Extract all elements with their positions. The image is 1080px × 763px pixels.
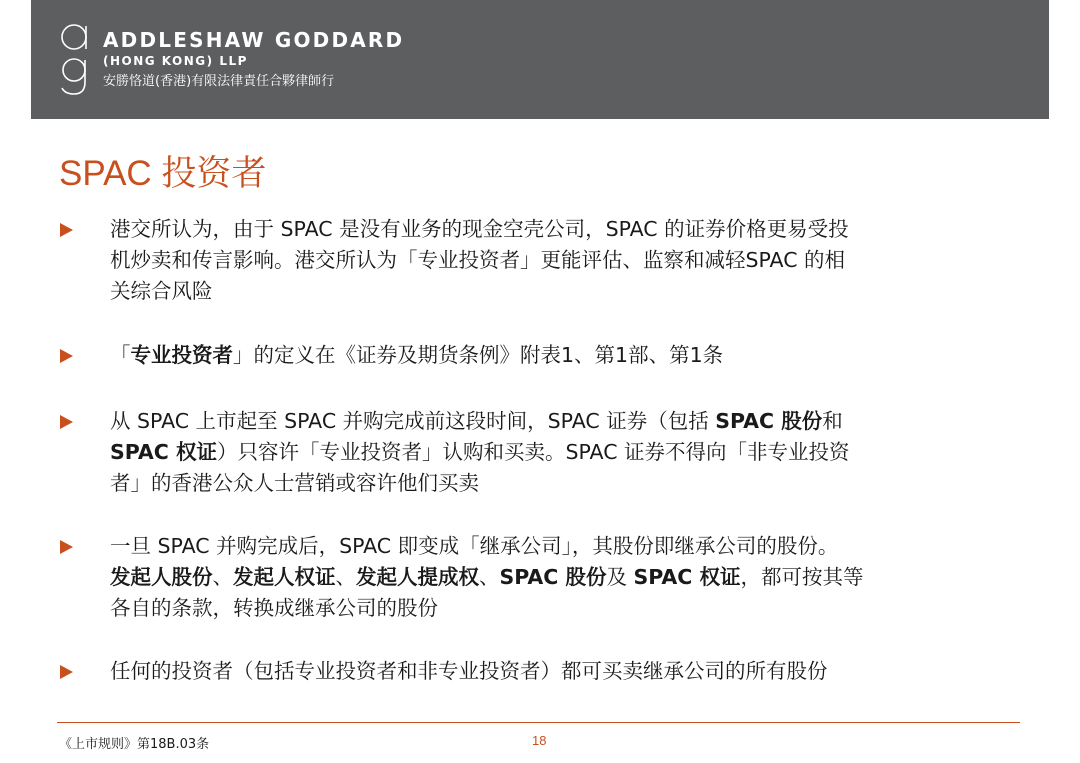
bold-term: 发起人提成权 (356, 565, 479, 589)
bold-term: 专业投资者 (130, 343, 233, 367)
text-span: 、 (479, 565, 500, 589)
bullet-text (110, 340, 1040, 371)
header-bar (31, 0, 1049, 119)
text-span: ）只容许「专业投资者」认购和买卖。SPAC 证券不得向「非专业投资 (216, 440, 850, 464)
bold-term: 发起人股份 (110, 565, 213, 589)
bold-term: 发起人权证 (233, 565, 336, 589)
brand-subtitle: (HONG KONG) LLP (103, 54, 248, 68)
bullet-arrow-icon (60, 349, 73, 363)
ag-monogram-icon (57, 22, 93, 98)
bullet-arrow-icon (60, 540, 73, 554)
bullet-arrow-icon (60, 665, 73, 679)
bullet-text (110, 406, 1040, 499)
bullet-line: 者」的香港公众人士营销或容许他们买卖 (110, 471, 479, 495)
bullet-line: 机炒卖和传言影响。港交所认为「专业投资者」更能评估、监察和减轻SPAC 的相 (110, 248, 846, 272)
bullet-line: 各自的条款，转换成继承公司的股份 (110, 596, 438, 620)
footer-divider (57, 722, 1020, 723)
brand-chinese-name: 安勝恪道(香港)有限法律責任合夥律師行 (103, 74, 335, 89)
bullet-line (110, 562, 1040, 593)
bullet-arrow-icon (60, 415, 73, 429)
text-span: 从 SPAC 上市起至 SPAC 并购完成前这段时间，SPAC 证券（包括 (110, 409, 716, 433)
bullet-line: 任何的投资者（包括专业投资者和非专业投资者）都可买卖继承公司的所有股份 (110, 659, 828, 683)
bullet-text (110, 531, 1040, 624)
bullet-line: 一旦 SPAC 并购完成后，SPAC 即变成「继承公司」，其股份即继承公司的股份。 (110, 534, 839, 558)
text-span: 、 (212, 565, 233, 589)
text-span: ，都可按其等 (740, 565, 864, 589)
slide-title: SPAC 投资者 (59, 154, 267, 193)
bullet-line (110, 406, 1040, 437)
bullet-text (110, 214, 1040, 307)
bullet-line (110, 437, 1040, 468)
bullet-line: 港交所认为，由于 SPAC 是没有业务的现金空壳公司，SPAC 的证券价格更易受投 (110, 217, 849, 241)
bold-term: SPAC 股份 (499, 565, 607, 589)
text-span: 、 (335, 565, 356, 589)
page-number: 18 (532, 733, 547, 748)
bracket-open: 「 (110, 343, 131, 367)
footer-reference: 《上市规则》第18B.03条 (59, 737, 210, 752)
bold-term: SPAC 权证 (633, 565, 741, 589)
text-span: 和 (822, 409, 843, 433)
brand-name: ADDLESHAW GODDARD (103, 28, 405, 52)
bullet-line: 关综合风险 (110, 279, 213, 303)
bold-term: SPAC 股份 (715, 409, 823, 433)
bullet-arrow-icon (60, 223, 73, 237)
bullet-text-rest: 」的定义在《证券及期货条例》附表1、第1部、第1条 (233, 343, 724, 367)
bullet-text (110, 656, 1040, 687)
text-span: 及 (606, 565, 634, 589)
bold-term: SPAC 权证 (110, 440, 217, 464)
